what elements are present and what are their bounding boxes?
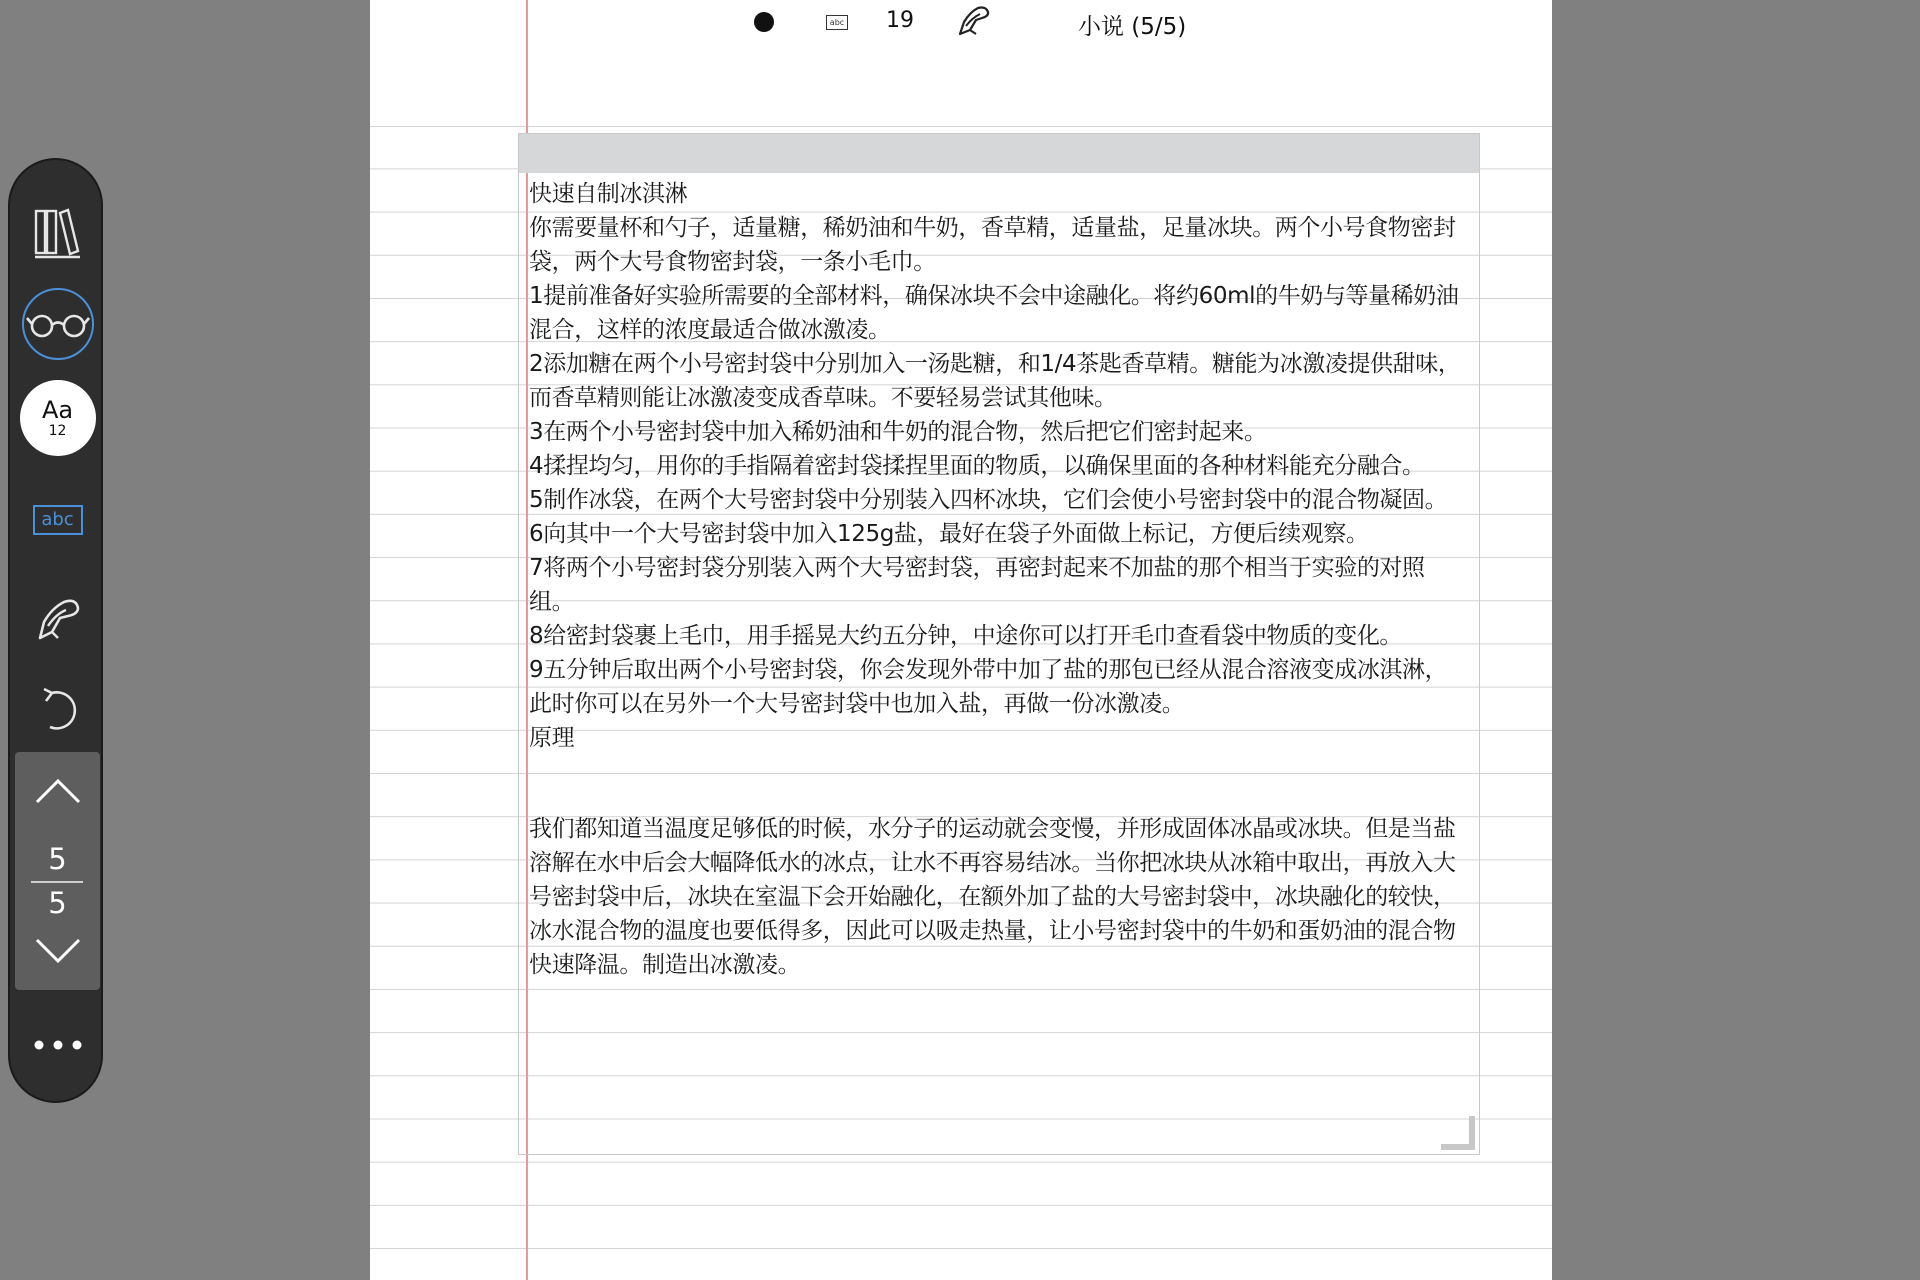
chevron-up-icon xyxy=(34,777,82,805)
status-bar xyxy=(370,0,1552,44)
text-box-header[interactable] xyxy=(519,134,1479,173)
paragraph: 9五分钟后取出两个小号密封袋，你会发现外带中加了盐的那包已经从混合溶液变成冰淇淋，此时你可以在另外一个大号密封袋中也加入盐，再做一份冰激凌。 xyxy=(529,657,1448,717)
paragraph: 7将两个小号密封袋分别装入两个大号密封袋，再密封起来不加盐的那个相当于实验的对照组。 xyxy=(529,555,1425,615)
paragraph: 3在两个小号密封袋中加入稀奶油和牛奶的混合物，然后把它们密封起来。 xyxy=(529,419,1267,445)
more-icon xyxy=(33,1039,83,1051)
library-icon xyxy=(33,205,83,261)
paragraph: 4揉捏均匀，用你的手指隔着密封袋揉捏里面的物质，以确保里面的各种材料能充分融合。 xyxy=(529,453,1425,479)
abc-label: abc xyxy=(33,505,83,535)
current-page: 5 xyxy=(48,842,67,876)
status-count: 19 xyxy=(886,8,914,33)
paragraph: 1提前准备好实验所需要的全部材料，确保冰块不会中途融化。将约60ml的牛奶与等量稀奶油混合，这样的浓度最适合做冰激凌。 xyxy=(529,283,1459,343)
chevron-down-icon xyxy=(34,937,82,965)
font-size-circle xyxy=(20,380,96,456)
record-dot-icon[interactable] xyxy=(754,12,774,32)
paragraph: 2添加糖在两个小号密封袋中分别加入一汤匙糖，和1/4茶匙香草精。糖能为冰激凌提供甜味，而香草精则能让冰激凌变成香草味。不要轻易尝试其他味。 xyxy=(529,351,1461,411)
font-label: Aa xyxy=(41,396,74,424)
library-button[interactable] xyxy=(10,198,105,268)
paragraph: 6向其中一个大号密封袋中加入125g盐，最好在袋子外面做上标记，方便后续观察。 xyxy=(529,521,1369,547)
read-mode-button[interactable] xyxy=(10,284,105,364)
left-toolbar xyxy=(8,158,103,1103)
pen-icon xyxy=(34,596,82,644)
page-down-button[interactable] xyxy=(15,926,100,976)
glasses-icon xyxy=(26,309,90,339)
text-box-content[interactable] xyxy=(529,177,1469,982)
total-pages: 5 xyxy=(48,886,67,920)
paragraph-heading: 原理 xyxy=(529,725,575,751)
notebook-page[interactable] xyxy=(370,0,1552,1280)
paragraph: 5制作冰袋，在两个大号密封袋中分别装入四杯冰块，它们会使小号密封袋中的混合物凝固。 xyxy=(529,487,1448,513)
text-tool-button[interactable] xyxy=(10,490,105,550)
resize-handle[interactable] xyxy=(1441,1116,1479,1154)
document-title: 小说 (5/5) xyxy=(1078,14,1187,40)
font-size-button[interactable] xyxy=(10,378,105,458)
paragraph: 你需要量杯和勺子，适量糖，稀奶油和牛奶，香草精，适量盐，足量冰块。两个小号食物密封袋，两个大号食物密封袋，一条小毛巾。 xyxy=(529,215,1456,275)
paragraph: 我们都知道当温度足够低的时候，水分子的运动就会变慢，并形成固体冰晶或冰块。但是当盐溶解在水中后会大幅降低水的冰点，让水不再容易结冰。当你把冰块从冰箱中取出，再放入大号密封袋中后，冰块在室温下会开始融化，在额外加了盐的大号密封袋中，冰块融化的较快，冰水混合物的温度也要低得多，因此可以吸走热量，让小号密封袋中的牛奶和蛋奶油的混合物快速降温。制造出冰激凌。 xyxy=(529,816,1456,978)
page-up-button[interactable] xyxy=(15,766,100,816)
pen-tool-button[interactable] xyxy=(10,580,105,660)
pen-icon[interactable] xyxy=(956,4,992,38)
font-size-value: 12 xyxy=(48,423,67,439)
read-mode-ring xyxy=(22,288,94,360)
undo-button[interactable] xyxy=(10,675,105,745)
undo-icon xyxy=(38,687,78,733)
text-box[interactable] xyxy=(518,133,1480,1155)
paragraph: 8给密封袋裹上毛巾，用手摇晃大约五分钟，中途你可以打开毛巾查看袋中物质的变化。 xyxy=(529,623,1403,649)
resize-handle-horizontal xyxy=(1441,1144,1475,1150)
paragraph-title: 快速自制冰淇淋 xyxy=(529,181,688,207)
abc-icon[interactable]: abc xyxy=(826,15,848,30)
page-navigator xyxy=(15,752,100,990)
more-button[interactable] xyxy=(10,1020,105,1070)
page-divider xyxy=(31,881,83,883)
blank-line xyxy=(529,755,1469,812)
